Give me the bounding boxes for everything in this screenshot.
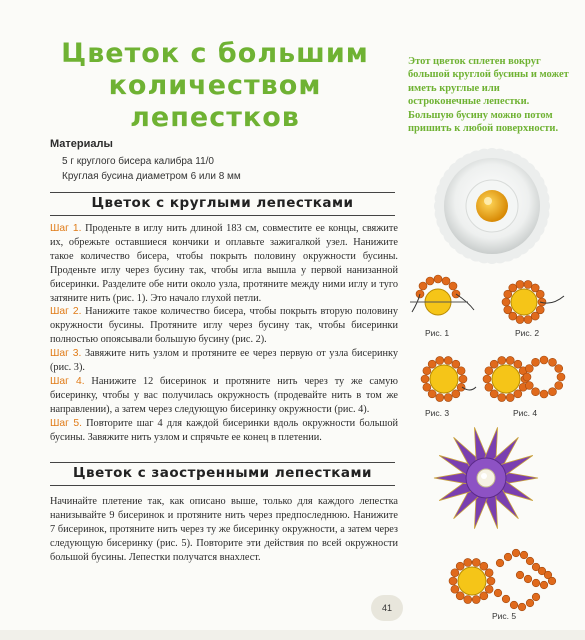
step-text: Нанижите 12 бисеринок и протяните нить через ту же самую бисеринку, чтобы у вас получилась окружность (продевайте нить в том же направлении), а затем через следующую бисеринку окружности (рис. 4). (50, 375, 398, 415)
bead (421, 375, 429, 383)
bead (540, 390, 548, 398)
bead (549, 358, 557, 366)
bead (536, 290, 544, 298)
step (50, 305, 398, 347)
step (50, 375, 398, 417)
bead (452, 360, 460, 368)
figure-1-diagram (408, 272, 478, 332)
steps-list (50, 222, 398, 445)
bead (494, 589, 502, 597)
bead (490, 360, 498, 368)
bead (490, 390, 498, 398)
bead (451, 585, 459, 593)
bead (444, 356, 452, 364)
step-label: Шаг 5. (50, 417, 82, 429)
step-label: Шаг 1. (50, 223, 82, 234)
bead (502, 595, 510, 603)
bead (540, 581, 548, 589)
bead (512, 549, 520, 557)
bead (472, 596, 480, 604)
bead (555, 365, 563, 373)
section-heading-pointed-petals: Цветок с заостренными лепестками (50, 462, 395, 486)
bead (532, 579, 540, 587)
bead (457, 367, 465, 375)
bead (472, 558, 480, 566)
bead (540, 356, 548, 364)
bead (524, 280, 532, 288)
step-text: Повторите шаг 4 для каждой бисеринки вдоль окружности большой бусины. Завяжите нить узлом и спрячьте ее конец в плетении. (50, 417, 398, 443)
step (50, 222, 398, 305)
page-title (40, 38, 390, 134)
bead (451, 569, 459, 577)
bead (504, 306, 512, 314)
bead (464, 558, 472, 566)
bead (436, 356, 444, 364)
title-line: лепестков (130, 102, 300, 133)
bead (549, 388, 557, 396)
figure-4-diagram (482, 347, 574, 411)
bead (498, 356, 506, 364)
bead (464, 596, 472, 604)
sidenote: Этот цветок сплетен вокруг большой круглой бусины и может иметь круглые или остроконечные лепестки. Большую бусину можно потом пришить к любой поверхности. (408, 56, 569, 135)
bead (423, 367, 431, 375)
bead (525, 365, 533, 373)
step (50, 417, 398, 445)
section-heading-round-petals: Цветок с круглыми лепестками (50, 192, 395, 216)
step-label: Шаг 4. (50, 375, 85, 387)
title-line: количеством (108, 70, 322, 101)
bead (485, 569, 493, 577)
bead (480, 592, 488, 600)
bead (524, 316, 532, 324)
bead (496, 559, 504, 567)
bead (428, 360, 436, 368)
bead (480, 562, 488, 570)
step-text: Нанижите такое количество бисера, чтобы покрыть вторую половину окружности бусины. Протяните иглу через бусину так, чтобы бисеринки полностью опоясывали большую бусину (рис. 2). (50, 306, 398, 346)
bead (518, 603, 526, 611)
bead (532, 358, 540, 366)
step (50, 347, 398, 375)
bead (510, 601, 518, 609)
step-text: Проденьте в иглу нить длиной 183 см, совместите ее концы, свяжите их, обрежьте оставшиеся кончики и оплавьте зажигалкой узел. Нанижите такое количество бисера, чтобы покрыть половину окружности бусины. Проденьте иглу через бусину так, чтобы игла вышла у первой нанизанной бисеринки. Разделите обе нити около узла, протяните между ними иглу и туго затяните нить (рис. 1). Это начало глухой петли. (50, 223, 398, 304)
bead (555, 382, 563, 390)
bead (514, 360, 522, 368)
bead (487, 577, 495, 585)
page-bottom-edge (0, 630, 585, 640)
bead (509, 284, 517, 292)
bead (456, 592, 464, 600)
bead (516, 316, 524, 324)
bead (457, 383, 465, 391)
bead (506, 394, 514, 402)
figure-3-diagram (408, 347, 480, 411)
bead (514, 390, 522, 398)
step-text: Завяжите нить узлом и протяните ее через первую от узла бисеринку (рис. 3). (50, 348, 398, 374)
figure-5-diagram (440, 543, 565, 618)
bead (523, 373, 531, 381)
bead (459, 375, 467, 383)
bead (525, 382, 533, 390)
petal (503, 472, 538, 484)
bead (504, 553, 512, 561)
bead (516, 571, 524, 579)
materials-heading: Материалы (50, 138, 113, 150)
bead (532, 593, 540, 601)
bead (498, 394, 506, 402)
bead (506, 356, 514, 364)
bead (444, 394, 452, 402)
bead (485, 585, 493, 593)
bead (531, 312, 539, 320)
bead (520, 551, 528, 559)
purple-flower-photo (430, 422, 542, 534)
figure-2-label: Рис. 2 (515, 328, 540, 338)
materials-item: Круглая бусина диаметром 6 или 8 мм (62, 171, 241, 182)
bead (428, 390, 436, 398)
bead (557, 373, 565, 381)
bead (526, 557, 534, 565)
bead (485, 367, 493, 375)
bead (516, 280, 524, 288)
bead (548, 577, 556, 585)
petal (434, 472, 469, 484)
bead (452, 390, 460, 398)
section-paragraph: Начинайте плетение так, как описано выше, только для каждого лепестка нанизывайте 9 бисеринок и протяните нить через предпоследнюю. Нанижите 7 бисеринок, протяните нить через ту же бисеринку окружности, а затем через следующую бисеринку (рис. 5). Повторите эти действия по всей окружности большой бусины. Лепестки получатся внахлест. (50, 496, 398, 563)
figure-4-label: Рис. 4 (513, 408, 538, 418)
bead (524, 575, 532, 583)
bead (423, 383, 431, 391)
bead (526, 599, 534, 607)
page-number: 41 (371, 595, 403, 621)
figure-2-diagram (490, 272, 570, 332)
bead (538, 298, 546, 306)
materials-item: 5 г круглого бисера калибра 11/0 (62, 156, 214, 167)
bead (502, 298, 510, 306)
materials-list (62, 154, 241, 184)
white-flower-photo (422, 142, 562, 270)
bead (436, 394, 444, 402)
figure-5-label: Рис. 5 (492, 611, 517, 621)
figure-1-label: Рис. 1 (425, 328, 450, 338)
bead (456, 562, 464, 570)
bead (449, 577, 457, 585)
bead (483, 375, 491, 383)
bead (485, 383, 493, 391)
step-label: Шаг 3. (50, 348, 82, 360)
figure-3-label: Рис. 3 (425, 408, 450, 418)
title-line: Цветок с большим (61, 38, 369, 69)
step-label: Шаг 2. (50, 306, 82, 318)
bead (532, 388, 540, 396)
